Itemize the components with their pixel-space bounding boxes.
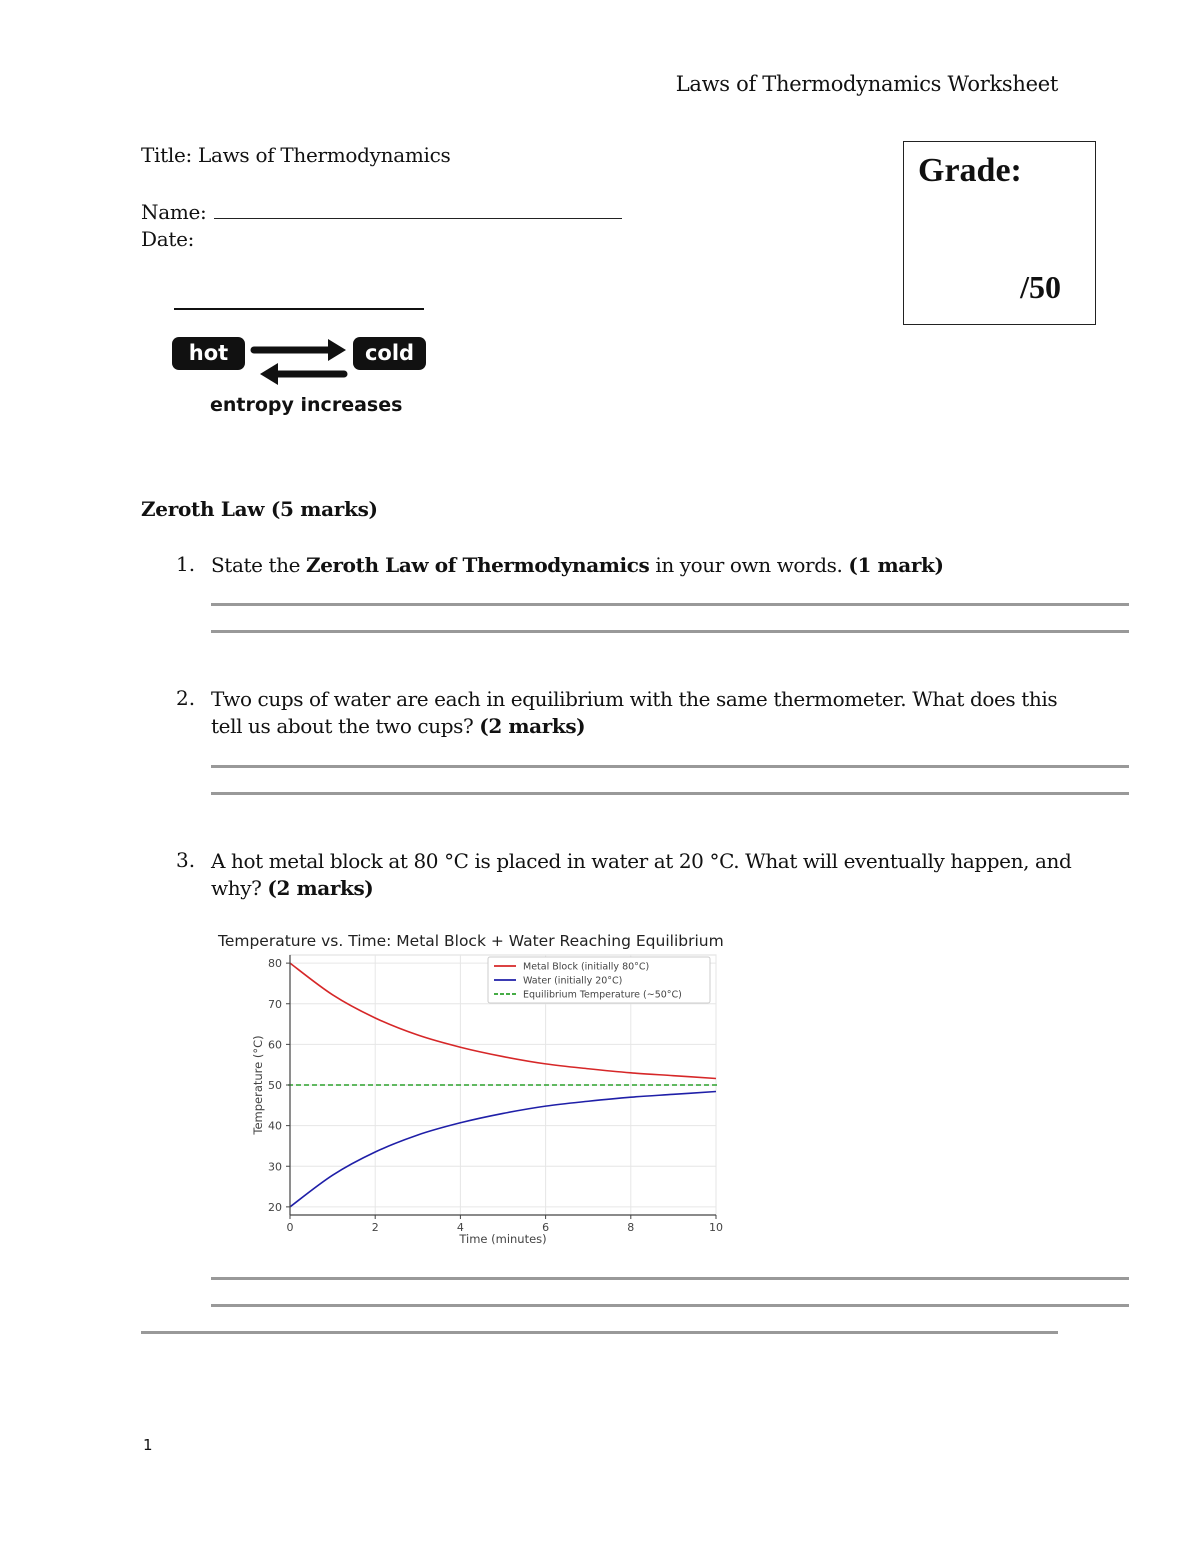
header-title: Laws of Thermodynamics Worksheet: [675, 72, 1058, 96]
q1-text-start: State the: [211, 553, 307, 577]
q3-marks: (2 marks): [267, 876, 374, 900]
question-1-text: [211, 552, 944, 579]
q3-line-2: why?: [211, 876, 268, 900]
legend-label: Metal Block (initially 80°C): [523, 961, 650, 973]
entropy-caption: entropy increases: [210, 394, 403, 416]
question-3-number: 3.: [176, 848, 196, 872]
grade-total: /50: [1020, 269, 1061, 305]
y-tick-label: 40: [268, 1119, 282, 1133]
legend-label: Equilibrium Temperature (~50°C): [523, 989, 682, 1001]
q2-line-1: Two cups of water are each in equilibrium with the same thermometer. What does this: [211, 687, 1058, 711]
y-tick-label: 50: [268, 1079, 282, 1092]
x-tick-label: 0: [286, 1221, 294, 1234]
q1-text-end: in your own words.: [649, 553, 849, 577]
q2-answer-line-1[interactable]: [211, 765, 1129, 768]
question-1-number: 1.: [176, 552, 196, 576]
q3-answer-line-1[interactable]: [211, 1277, 1129, 1280]
cold-label: cold: [353, 337, 426, 370]
question-3-text: [211, 848, 1071, 902]
q2-marks: (2 marks): [479, 714, 586, 738]
legend-label: Water (initially 20°C): [523, 975, 623, 987]
name-label: Name:: [141, 200, 207, 224]
q3-line-2-row: [211, 875, 1071, 902]
temperature-time-chart: [212, 922, 727, 1252]
exchange-arrows-icon: [248, 334, 352, 388]
y-tick-label: 70: [268, 997, 282, 1011]
q2-answer-line-2[interactable]: [211, 792, 1129, 795]
chart-legend: [488, 957, 710, 1003]
x-tick-label: 6: [542, 1221, 550, 1234]
grade-box: [903, 141, 1096, 325]
date-label: Date:: [141, 227, 195, 251]
x-tick-label: 10: [709, 1221, 723, 1234]
x-tick-label: 2: [371, 1221, 379, 1234]
q1-marks: (1 mark): [848, 553, 944, 577]
question-2-number: 2.: [176, 686, 196, 710]
hot-label: hot: [172, 337, 245, 370]
worksheet-title: Title: Laws of Thermodynamics: [141, 143, 451, 167]
grade-label: Grade:: [918, 152, 1022, 189]
footer-rule: [141, 1331, 1058, 1334]
section-heading: Zeroth Law (5 marks): [141, 497, 378, 521]
y-tick-label: 20: [268, 1200, 282, 1214]
q2-line-2: tell us about the two cups?: [211, 714, 480, 738]
q1-answer-line-2[interactable]: [211, 630, 1129, 633]
q3-answer-line-2[interactable]: [211, 1304, 1129, 1307]
y-tick-label: 80: [268, 957, 282, 971]
x-tick-label: 4: [456, 1221, 464, 1234]
y-axis-label: Temperature (°C): [251, 1035, 265, 1135]
name-row: [141, 200, 622, 224]
chart-title: Temperature vs. Time: Metal Block + Water Reaching Equilibrium: [218, 932, 724, 950]
x-axis-label: Time (minutes): [459, 1232, 547, 1246]
q2-line-2-row: [211, 713, 1057, 740]
q1-bold-term: Zeroth Law of Thermodynamics: [306, 553, 650, 577]
question-2-text: [211, 686, 1057, 740]
entropy-diagram: [160, 296, 440, 426]
page-number: 1: [143, 1436, 153, 1454]
q1-answer-line-1[interactable]: [211, 603, 1129, 606]
q3-line-1: A hot metal block at 80 °C is placed in water at 20 °C. What will eventually happen, and: [211, 849, 1072, 873]
y-tick-label: 60: [268, 1038, 282, 1052]
y-tick-label: 30: [268, 1160, 282, 1174]
diagram-top-line: [174, 308, 424, 310]
x-tick-label: 8: [627, 1221, 635, 1234]
name-field[interactable]: [214, 202, 622, 219]
